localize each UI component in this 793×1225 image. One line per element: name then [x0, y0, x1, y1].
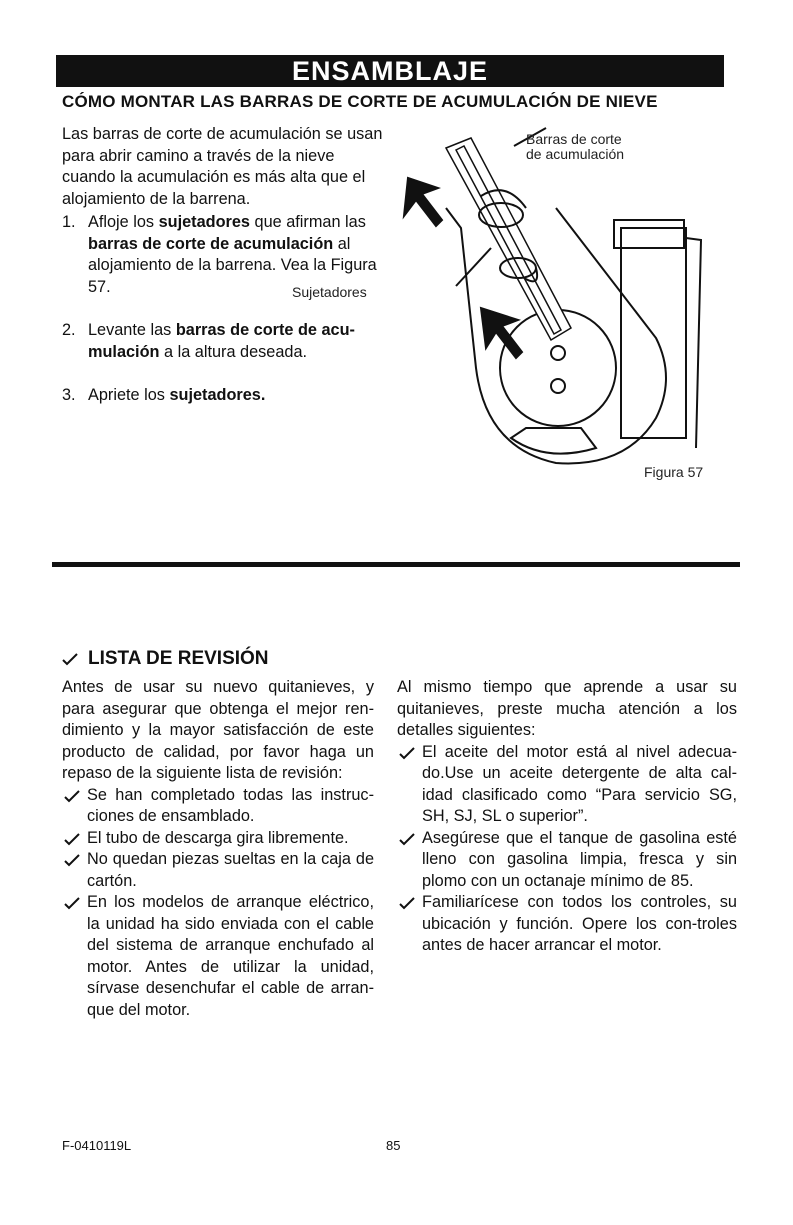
intro-paragraph: Las barras de corte de acumulación se usan para abrir camino a través de la nieve cuando la acumulación es más alta que el alojamiento de la barrena. — [62, 125, 383, 208]
step-bold: sujetadores. — [169, 386, 266, 404]
checklist-item — [397, 828, 737, 893]
page-number: 85 — [386, 1138, 401, 1153]
motion-arrow — [481, 308, 522, 358]
checkmark-icon — [399, 746, 415, 760]
step-number: 1. — [62, 213, 76, 231]
section-banner: ENSAMBLAJE — [56, 55, 724, 87]
checkmark-icon — [64, 789, 80, 803]
drift-cutter-bar — [456, 146, 561, 334]
frame-bracket — [614, 220, 684, 248]
label-fasteners: Sujetadores — [292, 284, 367, 300]
checklist-item-text: Asegúrese que el tanque de gasolina esté lleno con gasolina limpia, fresca y sin plomo con un octanaje mínimo de 85. — [422, 828, 737, 890]
label-drift-cutters: Barras de corte de acumulación — [526, 131, 625, 162]
checklist-right-intro: Al mismo tiempo que aprende a usar su quitanieves, preste mucha atención a los detalles siguientes: — [397, 678, 737, 739]
checklist-heading — [62, 648, 269, 670]
checkmark-icon — [399, 896, 415, 910]
checklist-item — [397, 742, 737, 828]
checklist-item — [397, 892, 737, 957]
wheel-bolt — [551, 379, 565, 393]
checkmark-icon — [64, 853, 80, 867]
step-text: Afloje los — [88, 213, 159, 231]
checklist-item — [62, 892, 374, 1021]
checklist-title: LISTA DE REVISIÓN — [88, 648, 269, 669]
checkmark-icon — [62, 652, 78, 666]
checklist-item — [62, 828, 374, 850]
checklist-item — [62, 849, 374, 892]
checkmark-icon — [64, 896, 80, 910]
checklist-right-column — [397, 677, 737, 957]
checklist-left-column — [62, 677, 374, 1021]
section-divider — [52, 562, 740, 567]
step-text: Apriete los — [88, 386, 170, 404]
checklist-item — [62, 785, 374, 828]
document-code: F-0410119L — [62, 1138, 132, 1153]
wheel-bolt — [551, 346, 565, 360]
step-number: 3. — [62, 386, 76, 404]
checklist-intro: Antes de usar su nuevo quitanieves, y para asegurar que obtenga el mejor ren-dimiento y la mayor satisfacción de este producto de calidad, por favor haga un repaso de la siguiente lista de revisión: — [62, 678, 374, 782]
checklist-item-text: No quedan piezas sueltas en la caja de cartón. — [87, 850, 374, 890]
motion-arrow — [404, 178, 442, 226]
checklist-item-text: En los modelos de arranque eléctrico, la unidad ha sido enviada con el cable del sistema de arranque enchufado al motor. Antes de utilizar la unidad, sírvase desenchufar el cable de arran-que del motor. — [87, 893, 374, 1019]
step-text: que afirman las — [250, 213, 366, 231]
figure-57 — [292, 118, 736, 498]
step-text: al alojamiento de la barrena. Vea la Figura 57. — [88, 234, 377, 296]
step-bold: sujetadores — [158, 213, 250, 231]
checklist-item-text: El tubo de descarga gira libremente. — [87, 828, 349, 847]
step-bold: barras de corte de acumulación — [88, 234, 334, 253]
checkmark-icon — [399, 832, 415, 846]
section-subheading: CÓMO MONTAR LAS BARRAS DE CORTE DE ACUMULACIÓN DE NIEVE — [62, 92, 658, 111]
step-number: 2. — [62, 321, 76, 339]
step-text: Levante las — [88, 321, 176, 339]
drift-cutter-illustration — [296, 118, 736, 498]
checklist-item-text: Se han completado todas las instruc-ciones de ensamblado. — [87, 785, 374, 825]
checklist-item-text: El aceite del motor está al nivel adecua-do.Use un aceite detergente de alta cal-idad clasificado como “Para servicio SG, SH, SJ, SL o superior”. — [422, 742, 737, 825]
figure-caption: Figura 57 — [644, 464, 704, 480]
checkmark-icon — [64, 832, 80, 846]
step-bold: barras de corte de acu-mulación — [88, 321, 355, 361]
leader-line — [456, 248, 491, 286]
frame-edge — [686, 238, 701, 448]
frame-plate — [621, 228, 686, 438]
step-text: a la altura deseada. — [159, 342, 308, 361]
checklist-item-text: Familiarícese con todos los controles, su ubicación y función. Opere los con-troles antes de hacer arrancar el motor. — [422, 893, 737, 954]
